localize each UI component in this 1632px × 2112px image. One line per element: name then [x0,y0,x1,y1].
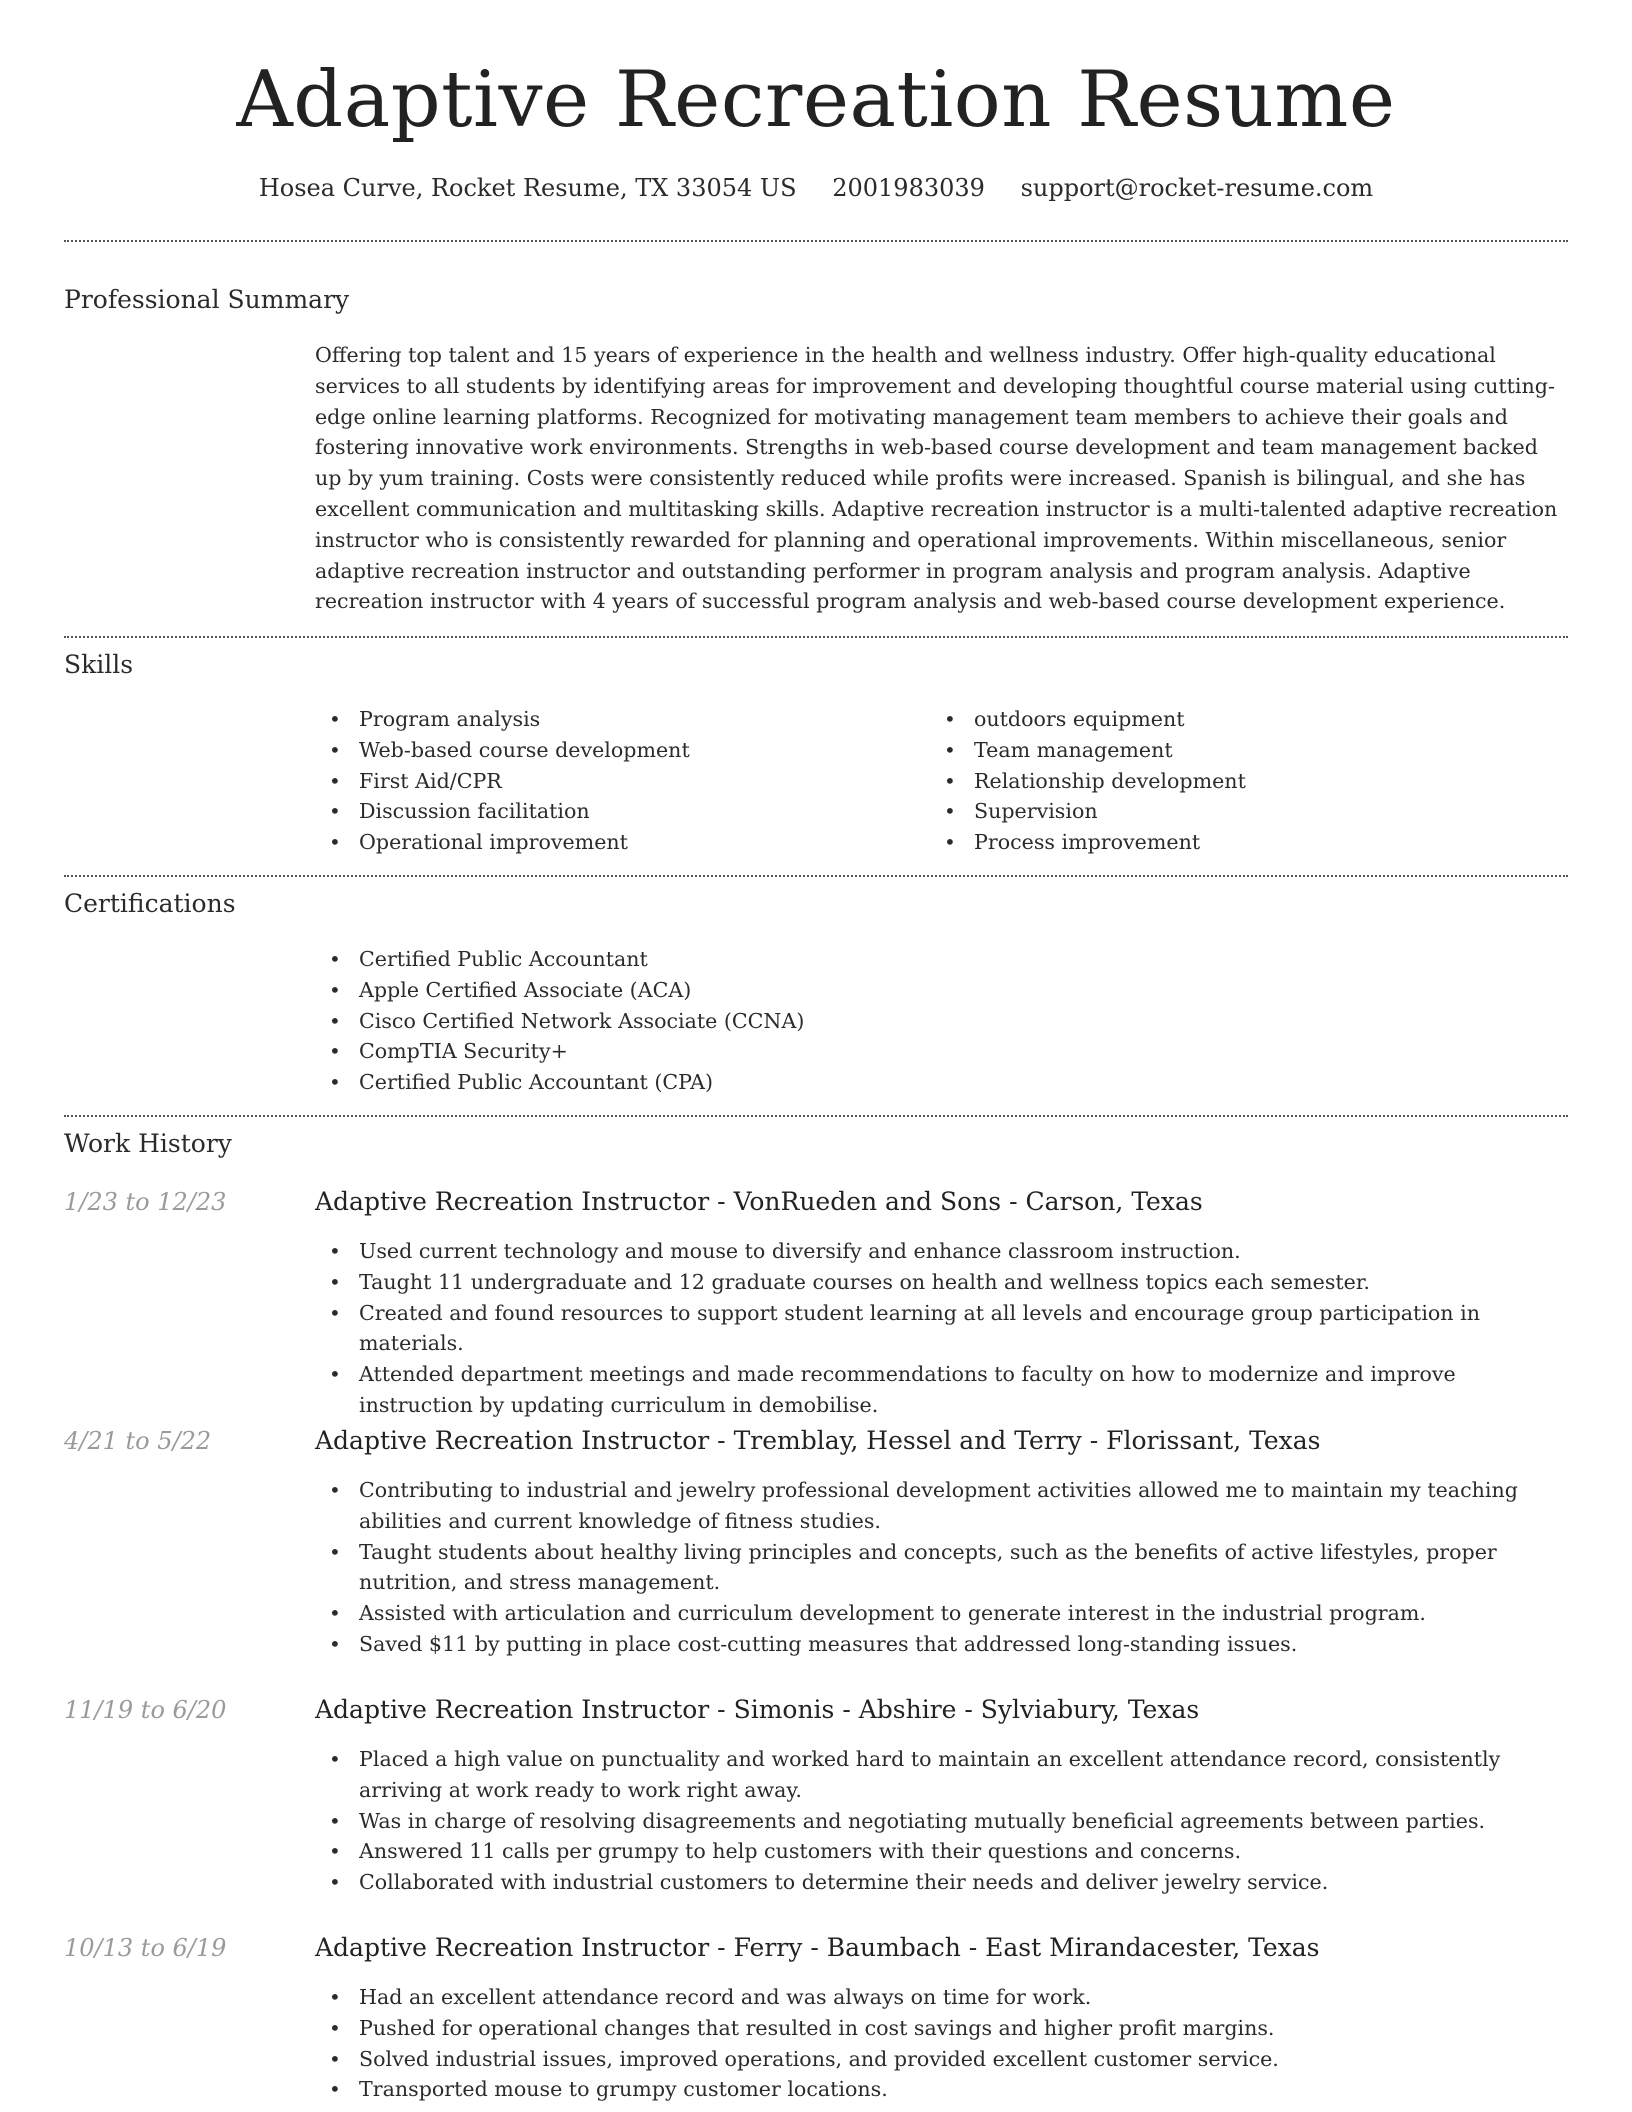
certification-item: • Certified Public Accountant [315,944,1568,975]
section-divider [64,240,1568,242]
section-divider [64,875,1568,877]
job-bullet: • Attended department meetings and made recommendations to faculty on how to modernize and improve instruction by updating curriculum in demobilise. [315,1359,1568,1421]
job-bullet: • Pushed for operational changes that resulted in cost savings and higher profit margins. [315,2013,1568,2044]
skill-item: • Operational improvement [315,827,915,858]
skill-item: • Web-based course development [315,735,915,766]
skills-heading: Skills [64,650,134,679]
skill-item: • Discussion facilitation [315,796,915,827]
job-bullet: • Taught 11 undergraduate and 12 graduate courses on health and wellness topics each semester. [315,1267,1568,1298]
certification-item: • Apple Certified Associate (ACA) [315,975,1568,1006]
job-date: 11/19 to 6/20 [64,1696,227,1724]
job-bullet: • Placed a high value on punctuality and worked hard to maintain an excellent attendance record, consistently arriving at work ready to work right away. [315,1744,1568,1806]
certification-item: • Cisco Certified Network Associate (CCNA) [315,1006,1568,1037]
contact-email: support@rocket-resume.com [1020,174,1374,202]
job-bullet: • Used current technology and mouse to diversify and enhance classroom instruction. [315,1236,1568,1267]
contact-phone: 2001983039 [832,174,985,202]
skill-item: • Process improvement [930,827,1530,858]
job-bullets [315,1744,1568,1898]
job-bullet: • Collaborated with industrial customers to determine their needs and deliver jewelry service. [315,1867,1568,1898]
certifications-list [315,944,1568,1098]
skill-item: • outdoors equipment [930,704,1530,735]
job-bullet: • Answered 11 calls per grumpy to help customers with their questions and concerns. [315,1836,1568,1867]
job-bullets [315,1236,1568,1421]
certifications-heading: Certifications [64,889,236,918]
job-bullet: • Taught students about healthy living principles and concepts, such as the benefits of active lifestyles, proper nutrition, and stress management. [315,1537,1568,1599]
job-date: 1/23 to 12/23 [64,1188,227,1216]
job-date: 4/21 to 5/22 [64,1427,212,1455]
contact-line [0,170,1632,206]
section-divider [64,636,1568,638]
job-bullet: • Saved $11 by putting in place cost-cutting measures that addressed long-standing issues. [315,1629,1568,1660]
work-history-heading: Work History [64,1129,232,1158]
job-bullets [315,1475,1568,1660]
job-bullet: • Assisted with articulation and curriculum development to generate interest in the industrial program. [315,1598,1568,1629]
job-bullet: • Solved industrial issues, improved operations, and provided excellent customer service. [315,2044,1568,2075]
summary-heading: Professional Summary [64,285,350,314]
job-bullet: • Had an excellent attendance record and was always on time for work. [315,1982,1568,2013]
job-date: 10/13 to 6/19 [64,1934,227,1962]
job-bullet: • Was in charge of resolving disagreements and negotiating mutually beneficial agreements between parties. [315,1806,1568,1837]
summary-text: Offering top talent and 15 years of experience in the health and wellness industry. Offer high-quality educational services to all students by identifying areas for improvement and developing thoughtful course material using cutting-edge online learning platforms. Recognized for motivating management team members to achieve their goals and fostering innovative work environments. Strengths in web-based course development and team management backed up by yum training. Costs were consistently reduced while profits were increased. Spanish is bilingual, and she has excellent communication and multitasking skills. Adaptive recreation instructor is a multi-talented adaptive recreation instructor who is consistently rewarded for planning and operational improvements. Within miscellaneous, senior adaptive recreation instructor and outstanding performer in program analysis and program analysis. Adaptive recreation instructor with 4 years of successful program analysis and web-based course development experience. [315,343,1558,614]
job-bullet: • Transported mouse to grumpy customer locations. [315,2074,1568,2105]
job-title: Adaptive Recreation Instructor - Simonis - Abshire - Sylviabury, Texas [315,1695,1200,1724]
job-bullet: • Contributing to industrial and jewelry professional development activities allowed me to maintain my teaching abilities and current knowledge of fitness studies. [315,1475,1568,1537]
skills-list-right [930,704,1530,858]
job-bullets [315,1982,1568,2105]
section-divider [64,1115,1568,1117]
certification-item: • CompTIA Security+ [315,1036,1568,1067]
skill-item: • Team management [930,735,1530,766]
contact-address: Hosea Curve, Rocket Resume, TX 33054 US [258,174,797,202]
job-title: Adaptive Recreation Instructor - Ferry - Baumbach - East Mirandacester, Texas [315,1933,1320,1962]
certification-item: • Certified Public Accountant (CPA) [315,1067,1568,1098]
job-title: Adaptive Recreation Instructor - Tremblay, Hessel and Terry - Florissant, Texas [315,1426,1321,1455]
skills-list-left [315,704,915,858]
skill-item: • Program analysis [315,704,915,735]
resume-title: Adaptive Recreation Resume [236,55,1396,145]
job-title: Adaptive Recreation Instructor - VonRueden and Sons - Carson, Texas [315,1187,1203,1216]
skill-item: • Relationship development [930,766,1530,797]
job-bullet: • Created and found resources to support student learning at all levels and encourage group participation in materials. [315,1298,1568,1360]
skill-item: • First Aid/CPR [315,766,915,797]
skill-item: • Supervision [930,796,1530,827]
